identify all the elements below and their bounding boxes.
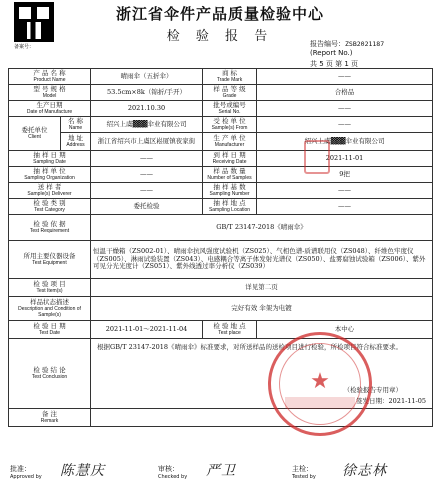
table-row (9, 297, 433, 321)
table-row (9, 85, 433, 101)
client-label: 委托单位 Client (9, 117, 61, 151)
tested-by (292, 464, 316, 480)
table-row (9, 321, 433, 339)
approved-by-en: Approved by (10, 474, 42, 480)
table-row (9, 69, 433, 85)
test-date-value: 2021-11-01～2021-11-04 (91, 321, 203, 339)
document-title: 检 验 报 告 (166, 29, 274, 44)
table-row (9, 339, 433, 409)
deliverer-label: 送 样 者 Sample(s) Deliverer (9, 183, 91, 199)
equipment-value: 恒温干燥箱（ZS002-01）、晴雨伞抗风强度试验机（ZS025）、气相色谱-质谱联用仪（ZS048）、纤维色牢度仪（ZS005）、淋雨试验装置（ZS043）、电感耦合等离子体发射光谱仪（ZS050）、盐雾腐蚀试验箱（ZS006）、紫外可见分光光度计（ZS051）、紫外线透过率分析仪（ZS039） (91, 241, 433, 279)
table-row (9, 279, 433, 297)
report-table (8, 68, 433, 427)
test-place-value: 本中心 (257, 321, 433, 339)
approved-by-label: 批准： (10, 465, 31, 473)
table-row (9, 167, 433, 183)
conclusion-cell (91, 339, 433, 409)
test-category-label: 检 验 类 别 Test Category (9, 199, 91, 215)
organization-title: 浙江省伞件产品质量检验中心 (115, 5, 324, 23)
table-row (9, 117, 433, 133)
approved-by (10, 464, 42, 480)
trademark-label: 商 标 Trade Mark (203, 69, 257, 85)
tested-by-label: 主检： (292, 465, 313, 473)
sample-from-value: —— (257, 117, 433, 133)
page-info: 共 5 页 第 1 页 (310, 60, 359, 68)
table-row (9, 101, 433, 117)
client-address-label: 地 址 Address (61, 133, 91, 151)
deliverer-value: —— (91, 183, 203, 199)
test-category-value: 委托检验 (91, 199, 203, 215)
issue-date (356, 398, 426, 406)
qr-caption: 备案号： (14, 44, 35, 50)
manufacture-date-label: 生产日期 Date of Manufacture (9, 101, 91, 117)
serial-no-value: —— (257, 101, 433, 117)
manufacturer-label: 生 产 单 位 Manufacturer (203, 133, 257, 151)
report-number-en: (Report No.) (310, 49, 353, 57)
table-row (9, 183, 433, 199)
report-number-label: 报告编号： (310, 40, 345, 48)
product-name-label: 产 品 名 称 Product Name (9, 69, 91, 85)
equipment-label: 所用主要仪器设备 Test Equipment (9, 241, 91, 279)
trademark-value: —— (257, 69, 433, 85)
sampling-date-value: —— (91, 151, 203, 167)
stamp-caption: （检验报告专用章） (343, 385, 403, 394)
grade-value: 合格品 (257, 85, 433, 101)
test-items-label: 检 验 项 目 Test Item(s) (9, 279, 91, 297)
sampling-location-value: —— (257, 199, 433, 215)
signature-row (8, 462, 432, 496)
sampling-date-label: 抽 样 日 期 Sampling Date (9, 151, 91, 167)
sampling-org-label: 抽 样 单 位 Sampling Organization (9, 167, 91, 183)
receiving-date-value: 2021-11-01 (257, 151, 433, 167)
client-name-label: 名 称 Name (61, 117, 91, 133)
client-name-value: 绍兴上虞▓▓▓伞业有限公司 (91, 117, 203, 133)
sampling-location-label: 抽 样 地 点 Sampling Location (203, 199, 257, 215)
seal-star-icon: ★ (310, 369, 330, 394)
receiving-date-label: 到 样 日 期 Receiving Date (203, 151, 257, 167)
report-number-value: ZSB2021187 (345, 40, 385, 48)
sample-count-value: 9把 (257, 167, 433, 183)
manufacture-date-value: 2021.10.30 (91, 101, 203, 117)
checked-by (158, 464, 187, 480)
table-row (9, 199, 433, 215)
table-row (9, 215, 433, 241)
sample-from-label: 受 检 单 位 Sample(s) From (203, 117, 257, 133)
conclusion-label: 检 验 结 论 Test Conclusion (9, 339, 91, 409)
table-row (9, 409, 433, 427)
sampling-org-value: —— (91, 167, 203, 183)
product-name-value: 晴雨伞（五折伞） (91, 69, 203, 85)
tested-signature: 徐志林 (342, 463, 387, 479)
test-items-value: 详见第二页 (91, 279, 433, 297)
issue-date-label: 签发日期： (356, 396, 389, 405)
test-date-label: 检 验 日 期 Test Date (9, 321, 91, 339)
remark-value (91, 409, 433, 427)
model-label: 型 号 规 格 Model (9, 85, 91, 101)
grade-label: 样 品 等 级 Grade (203, 85, 257, 101)
issue-date-value: 2021-11-05 (388, 396, 427, 405)
sample-description-value: 完好有效 伞架为电镀 (91, 297, 433, 321)
sampling-base-value: —— (257, 183, 433, 199)
checked-by-label: 审核： (158, 465, 179, 473)
sample-count-label: 样 品 数 量 Number of Samples (203, 167, 257, 183)
model-value: 53.5cm×8k（锦折/手开） (91, 85, 203, 101)
report-number (310, 40, 428, 58)
test-place-label: 检 验 地 点 Test place (203, 321, 257, 339)
manufacturer-value: 绍兴上虞▓▓▓伞业有限公司 (257, 133, 433, 151)
remark-label: 备 注 Remark (9, 409, 91, 427)
sampling-base-label: 抽 样 基 数 Sampling Number (203, 183, 257, 199)
approved-signature: 陈慧庆 (60, 463, 105, 479)
tested-by-en: Tested by (292, 474, 316, 480)
conclusion-text: 根据GB/T 23147-2018《晴雨伞》标准要求，对所送样品的送检项目进行检验，所检项目符合标准要求。 (97, 343, 402, 351)
test-requirement-label: 检 验 依 据 Test Requirement (9, 215, 91, 241)
table-row (9, 133, 433, 151)
serial-no-label: 批号或编号 Serial No. (203, 101, 257, 117)
table-row (9, 241, 433, 279)
sample-description-label: 样品状态描述 Description and Condition of Sample(s) (9, 297, 91, 321)
client-address-value: 浙江省绍兴市上虞区崧厦镇夜家街 (91, 133, 203, 151)
checked-by-en: Checked by (158, 474, 188, 480)
checked-signature: 严卫 (206, 463, 236, 479)
table-row (9, 151, 433, 167)
test-requirement-value: GB/T 23147-2018《晴雨伞》 (91, 215, 433, 241)
